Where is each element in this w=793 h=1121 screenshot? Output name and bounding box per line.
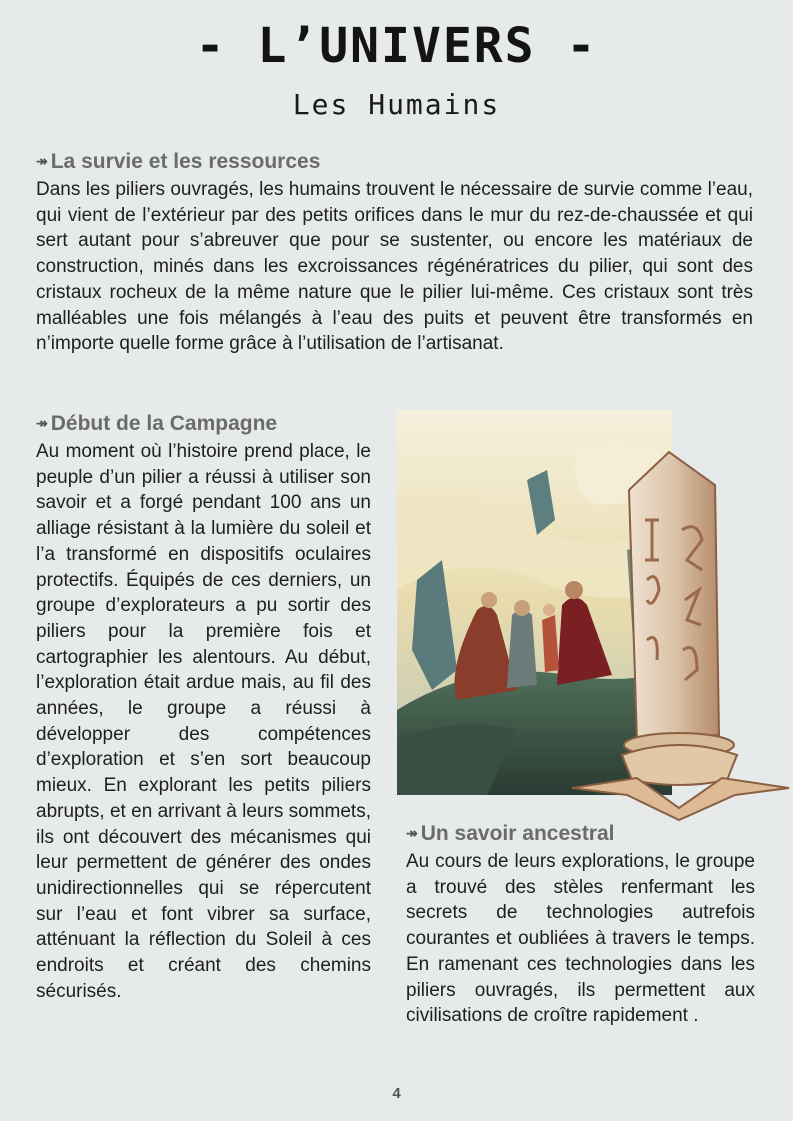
section-heading-label: Un savoir ancestral (420, 822, 615, 845)
section-heading-campagne (36, 412, 277, 436)
section-text-savoir: Au cours de leurs explorations, le groupe a trouvé des stèles renfermant les secrets de technologies autrefois courantes et oubliées à travers le temps. En ramenant ces technologies dans les piliers ouvragés, ils permettent aux civilisations de croître rapidement . (406, 851, 755, 1027)
section-heading-label: La survie et les ressources (50, 150, 321, 173)
section-text-campagne: Au moment où l’histoire prend place, le peuple d’un pilier a réussi à utiliser son savoir et a forgé pendant 100 ans un alliage résistant à la lumière du soleil et l’a transformé en dispositifs oculaires protectifs. Équipés de ces derniers, un groupe d’explorateurs a pu sortir des piliers pour la première fois et cartographier les alentours. Au début, l’exploration était ardue mais, au fil des années, le groupe a réussi à développer des compétences d’exploration et s’en sort beaucoup mieux. En explorant les petits piliers abrupts, et en arrivant à leurs sommets, ils ont découvert des mécanismes qui leur permettent de générer des ondes unidirectionnelles qui se répercutent sur l’eau et font vibrer sa surface, atténuant la réflection du Soleil à ces endroits et créant des chemins sécurisés. (36, 441, 371, 1002)
illustration-explorers-and-stele (397, 410, 793, 830)
page-number: 4 (392, 1085, 401, 1102)
arrow-icon: ↠ (406, 825, 418, 841)
section-heading-label: Début de la Campagne (50, 412, 278, 435)
arrow-icon: ↠ (36, 415, 48, 431)
section-text-survie: Dans les piliers ouvragés, les humains trouvent le nécessaire de survie comme l’eau, qui vient de l’extérieur par des petits orifices dans le mur du rez-de-chaussée et qui sert autant pour s’abreuver que pour se sustenter, ou encore les matériaux de construction, minés dans les excroissances régénératrices du pilier, qui sont des cristaux rocheux de la même nature que le pilier lui-même. Ces cristaux sont très malléables une fois mélangés à l’eau des puits et peuvent être transformés en n’importe quelle forme grâce à l’utilisation de l’artisanat. (36, 179, 753, 355)
arrow-icon: ↠ (36, 153, 48, 169)
section-heading-savoir (406, 822, 615, 846)
page-title: - L’UNIVERS - (195, 18, 598, 74)
page-subtitle: Les Humains (292, 88, 501, 121)
section-heading-survie (36, 150, 320, 174)
